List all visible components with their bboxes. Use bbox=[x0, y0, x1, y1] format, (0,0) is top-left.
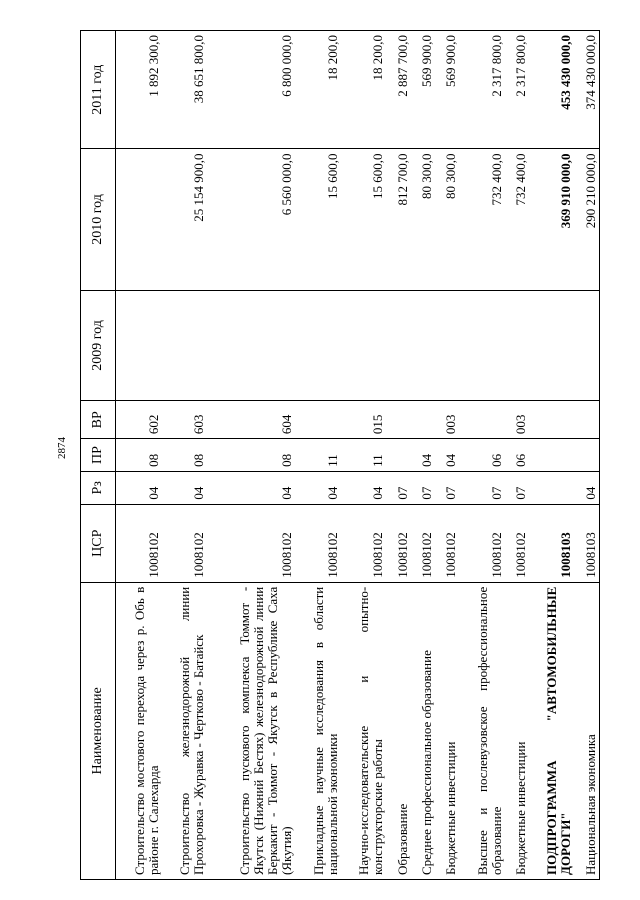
header-rz: Рз bbox=[81, 471, 116, 504]
header-2010: 2010 год bbox=[81, 149, 116, 290]
row-2009 bbox=[435, 290, 459, 401]
row-csr: 1008102 bbox=[207, 504, 295, 582]
row-rz: 04 bbox=[162, 471, 208, 504]
row-pr: 08 bbox=[162, 439, 208, 472]
row-csr: 1008102 bbox=[411, 504, 435, 582]
row-name: Строительство мостового перехода через р. Обь в районе г. Салехарда bbox=[116, 582, 162, 879]
row-name: Строительство железнодорожной линии Прохоровка - Журавка - Чертково - Батайск bbox=[162, 582, 208, 879]
row-vr bbox=[295, 401, 341, 439]
row-2011: 38 651 800,0 bbox=[162, 31, 208, 149]
table-row bbox=[116, 31, 162, 880]
row-csr: 1008102 bbox=[435, 504, 459, 582]
row-name: Прикладные научные исследования в области национальной экономики bbox=[295, 582, 341, 879]
row-vr: 604 bbox=[207, 401, 295, 439]
row-2011: 2 317 800,0 bbox=[459, 31, 505, 149]
table-row bbox=[207, 31, 295, 880]
header-2011: 2011 год bbox=[81, 31, 116, 149]
header-2009: 2009 год bbox=[81, 290, 116, 401]
row-csr: 1008103 bbox=[574, 504, 599, 582]
row-csr: 1008102 bbox=[505, 504, 529, 582]
row-vr bbox=[574, 401, 599, 439]
row-vr bbox=[411, 401, 435, 439]
row-name: ПОДПРОГРАММА "АВТОМОБИЛЬНЫЕ ДОРОГИ" bbox=[529, 582, 575, 879]
header-vr: ВР bbox=[81, 401, 116, 439]
row-vr bbox=[386, 401, 410, 439]
page-number: 2874 bbox=[56, 437, 68, 459]
row-2011: 569 900,0 bbox=[411, 31, 435, 149]
row-name: Высшее и послевузовское профессиональное образование bbox=[459, 582, 505, 879]
row-rz: 04 bbox=[207, 471, 295, 504]
row-rz: 04 bbox=[341, 471, 387, 504]
row-vr bbox=[529, 401, 575, 439]
row-2010 bbox=[116, 149, 162, 290]
row-pr: 06 bbox=[505, 439, 529, 472]
table-row bbox=[435, 31, 459, 880]
row-2010: 812 700,0 bbox=[386, 149, 410, 290]
row-2011: 2 887 700,0 bbox=[386, 31, 410, 149]
row-pr: 08 bbox=[207, 439, 295, 472]
row-rz: 04 bbox=[116, 471, 162, 504]
row-pr bbox=[574, 439, 599, 472]
row-2010: 290 210 000,0 bbox=[574, 149, 599, 290]
row-pr: 06 bbox=[459, 439, 505, 472]
row-2009 bbox=[459, 290, 505, 401]
row-vr: 602 bbox=[116, 401, 162, 439]
row-pr: 08 bbox=[116, 439, 162, 472]
row-2009 bbox=[207, 290, 295, 401]
row-vr: 003 bbox=[505, 401, 529, 439]
row-name: Образование bbox=[386, 582, 410, 879]
row-2011: 569 900,0 bbox=[435, 31, 459, 149]
row-vr: 603 bbox=[162, 401, 208, 439]
row-2011: 374 430 000,0 bbox=[574, 31, 599, 149]
row-2010: 369 910 000,0 bbox=[529, 149, 575, 290]
table-header-row bbox=[81, 31, 116, 880]
header-name: Наименование bbox=[81, 582, 116, 879]
row-2010: 6 560 000,0 bbox=[207, 149, 295, 290]
table-row bbox=[386, 31, 410, 880]
row-name: Среднее профессиональное образование bbox=[411, 582, 435, 879]
budget-table bbox=[80, 30, 600, 880]
row-name: Бюджетные инвестиции bbox=[505, 582, 529, 879]
row-2009 bbox=[574, 290, 599, 401]
row-name: Бюджетные инвестиции bbox=[435, 582, 459, 879]
row-2010: 732 400,0 bbox=[505, 149, 529, 290]
row-2009 bbox=[295, 290, 341, 401]
row-2010: 732 400,0 bbox=[459, 149, 505, 290]
table-row bbox=[295, 31, 341, 880]
row-2011: 18 200,0 bbox=[295, 31, 341, 149]
row-pr bbox=[529, 439, 575, 472]
row-rz: 07 bbox=[386, 471, 410, 504]
row-2010: 15 600,0 bbox=[295, 149, 341, 290]
row-csr: 1008103 bbox=[529, 504, 575, 582]
row-2011: 1 892 300,0 bbox=[116, 31, 162, 149]
row-2009 bbox=[505, 290, 529, 401]
row-pr: 11 bbox=[341, 439, 387, 472]
row-rz: 07 bbox=[411, 471, 435, 504]
row-vr bbox=[459, 401, 505, 439]
table-row bbox=[529, 31, 575, 880]
table-row bbox=[505, 31, 529, 880]
row-2010: 80 300,0 bbox=[435, 149, 459, 290]
row-pr: 04 bbox=[411, 439, 435, 472]
row-rz: 04 bbox=[574, 471, 599, 504]
row-2009 bbox=[116, 290, 162, 401]
row-rz: 07 bbox=[435, 471, 459, 504]
header-csr: ЦСР bbox=[81, 504, 116, 582]
row-vr: 015 bbox=[341, 401, 387, 439]
row-csr: 1008102 bbox=[116, 504, 162, 582]
table-row bbox=[574, 31, 599, 880]
row-name: Национальная экономика bbox=[574, 582, 599, 879]
row-pr: 04 bbox=[435, 439, 459, 472]
header-pr: ПР bbox=[81, 439, 116, 472]
table-row bbox=[459, 31, 505, 880]
row-2010: 15 600,0 bbox=[341, 149, 387, 290]
row-csr: 1008102 bbox=[386, 504, 410, 582]
rotated-page-content bbox=[80, 30, 600, 880]
row-2009 bbox=[411, 290, 435, 401]
row-2011: 453 430 000,0 bbox=[529, 31, 575, 149]
row-rz: 07 bbox=[459, 471, 505, 504]
row-2011: 6 800 000,0 bbox=[207, 31, 295, 149]
table-body bbox=[116, 31, 600, 880]
row-pr: 11 bbox=[295, 439, 341, 472]
row-name: Строительство пускового комплекса Томмот - Якутск (Нижний Бестях) железнодорожной линии Беркакит - Томмот - Якутск в Республике Саха (Якутия) bbox=[207, 582, 295, 879]
row-2011: 2 317 800,0 bbox=[505, 31, 529, 149]
row-2009 bbox=[162, 290, 208, 401]
row-csr: 1008102 bbox=[162, 504, 208, 582]
row-rz: 07 bbox=[505, 471, 529, 504]
table-row bbox=[162, 31, 208, 880]
row-2009 bbox=[386, 290, 410, 401]
row-2011: 18 200,0 bbox=[341, 31, 387, 149]
table-row bbox=[411, 31, 435, 880]
row-pr bbox=[386, 439, 410, 472]
row-2009 bbox=[529, 290, 575, 401]
row-2010: 80 300,0 bbox=[411, 149, 435, 290]
row-csr: 1008102 bbox=[459, 504, 505, 582]
table-row bbox=[341, 31, 387, 880]
row-csr: 1008102 bbox=[295, 504, 341, 582]
row-csr: 1008102 bbox=[341, 504, 387, 582]
row-name: Научно-исследовательские и опытно-конструкторские работы bbox=[341, 582, 387, 879]
row-2010: 25 154 900,0 bbox=[162, 149, 208, 290]
row-rz: 04 bbox=[295, 471, 341, 504]
row-vr: 003 bbox=[435, 401, 459, 439]
row-rz bbox=[529, 471, 575, 504]
row-2009 bbox=[341, 290, 387, 401]
